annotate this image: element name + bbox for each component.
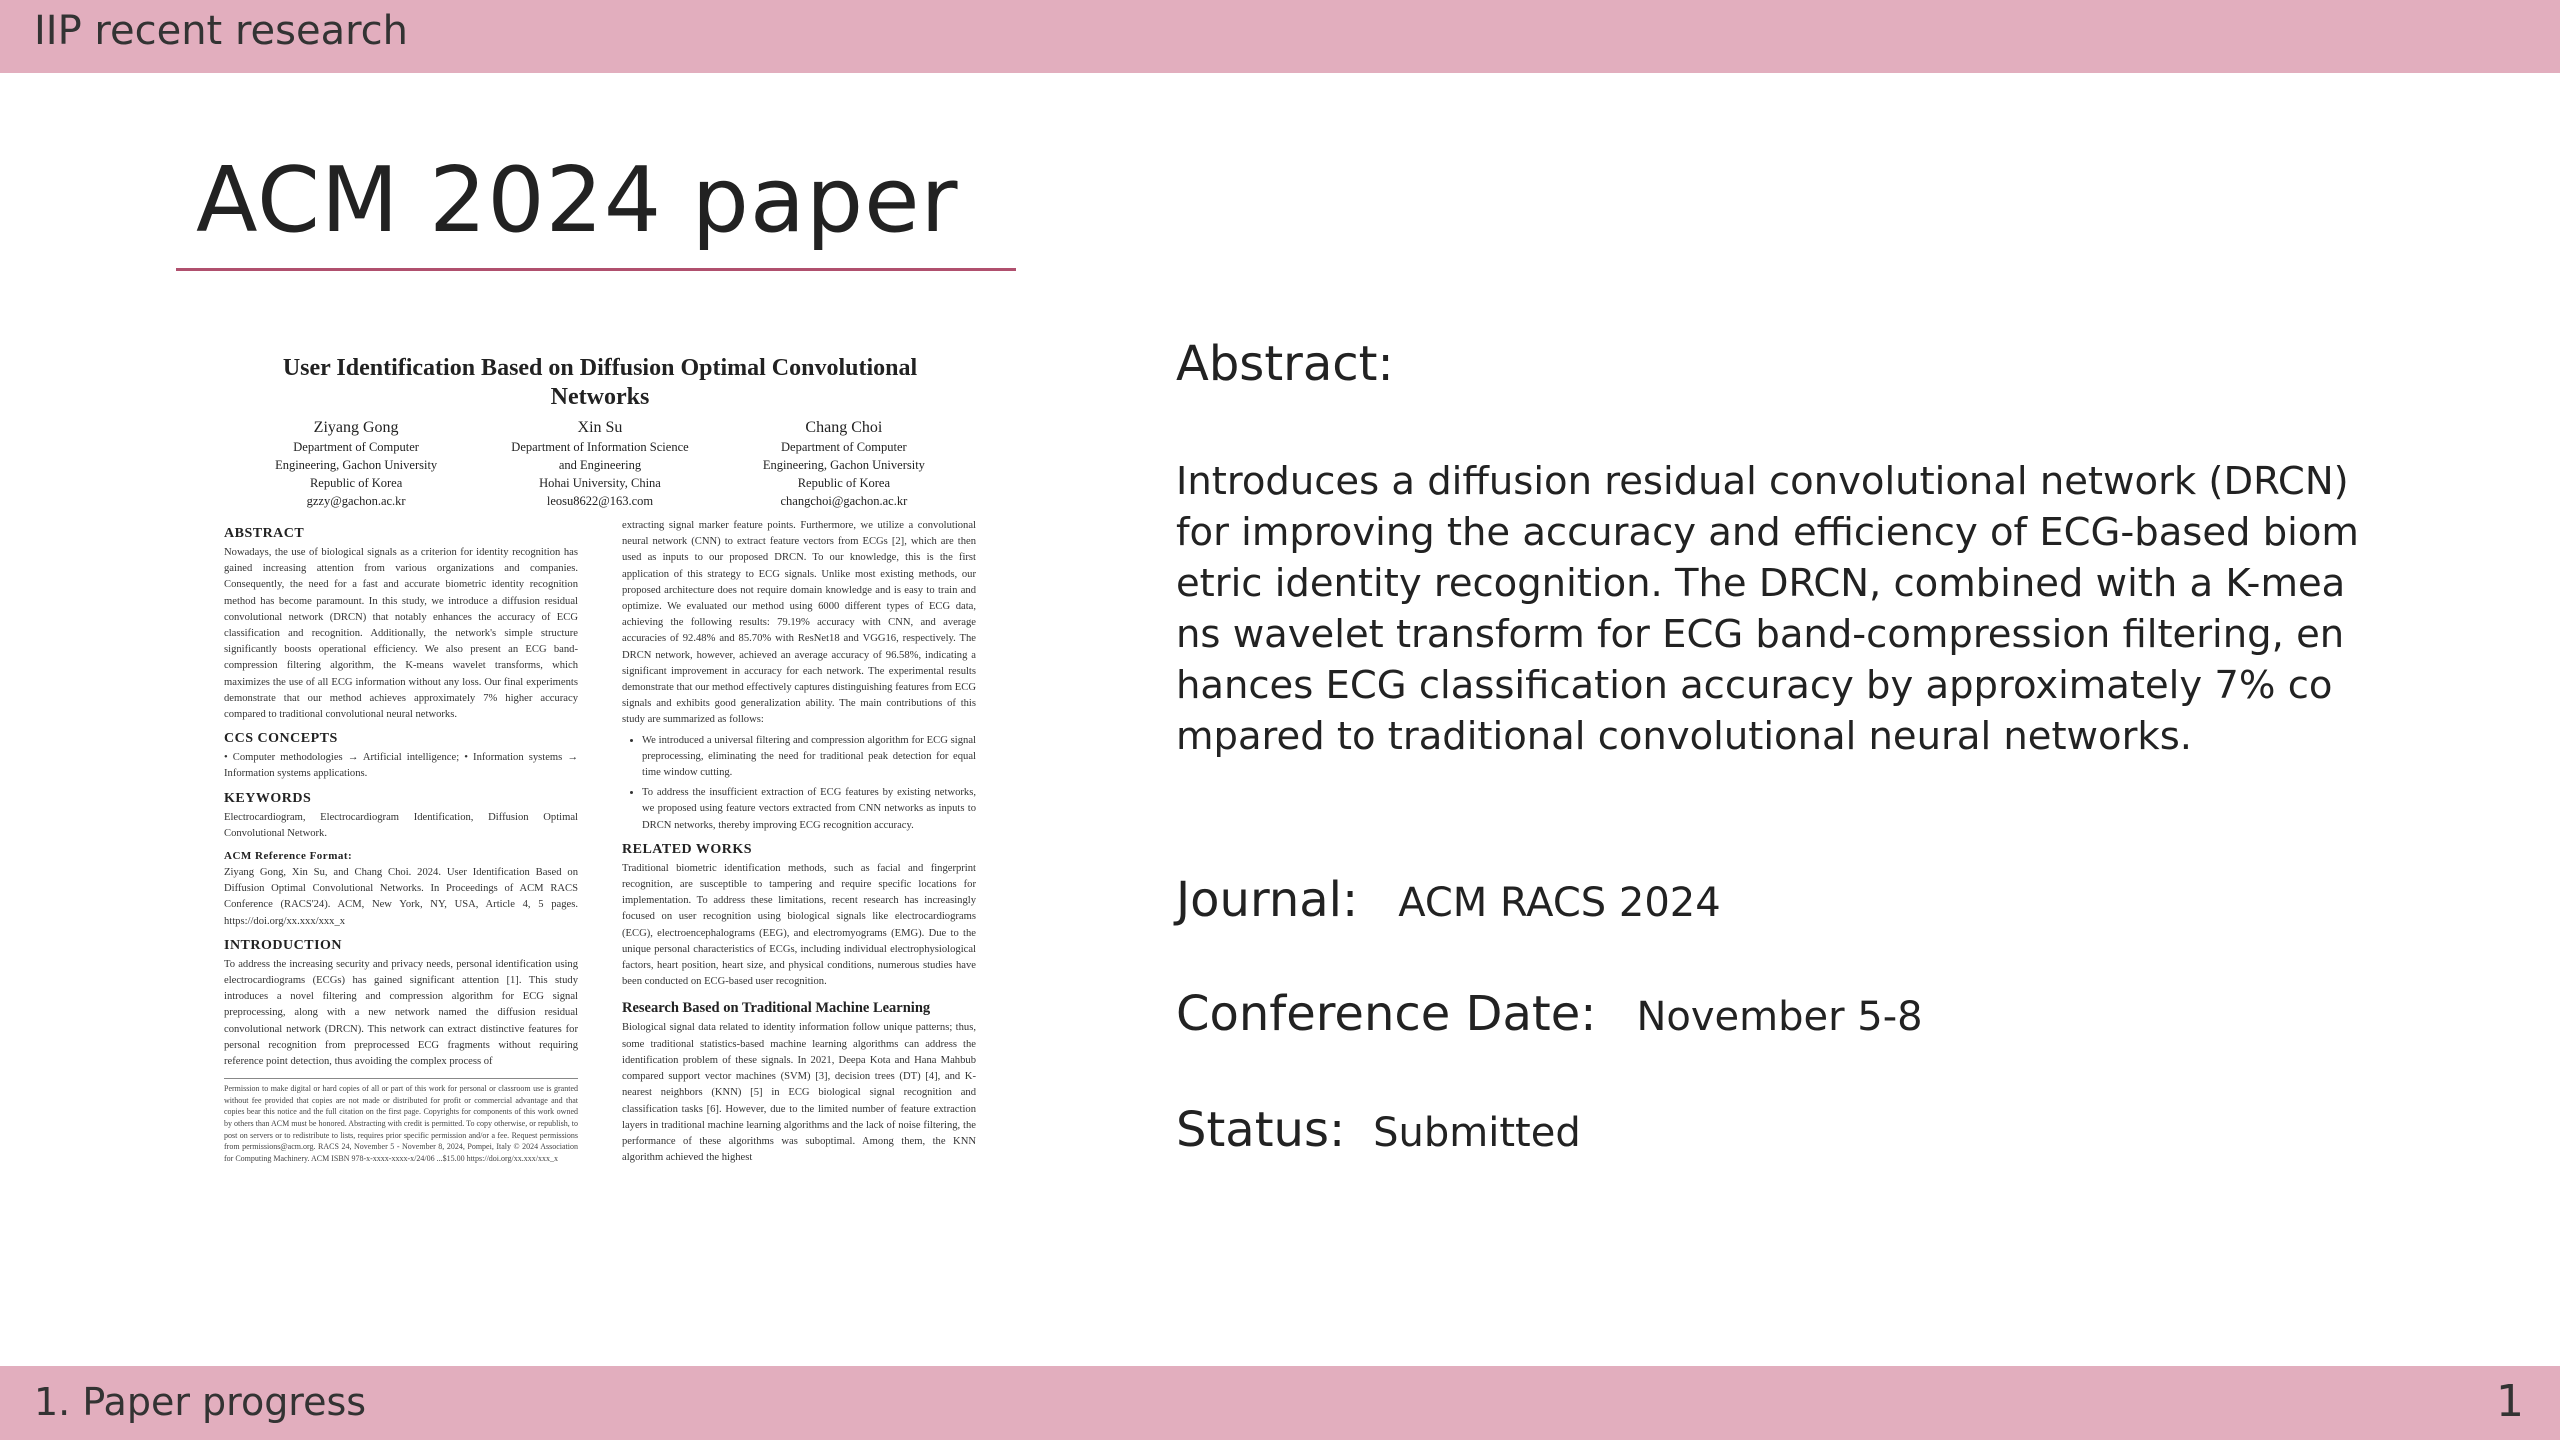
contribution-item: • We introduced a universal filtering and compression algorithm for ECG signal preprocessing, eliminating the need for traditional peak detection for equal time window cutting. xyxy=(642,733,976,782)
author-name: Xin Su xyxy=(577,419,623,436)
footer-bar xyxy=(0,1366,2560,1440)
introduction-heading: INTRODUCTION xyxy=(224,937,343,953)
paper-authors xyxy=(224,418,976,510)
author-affiliation: Hohai University, China xyxy=(539,476,661,490)
header-bar xyxy=(0,0,2560,73)
author-name: Ziyang Gong xyxy=(313,419,399,436)
introduction-continued: extracting signal marker feature points. Furthermore, we utilize a convolutional neural network (CNN) to extract feature vectors from ECGs [2], which are then used as inputs to our proposed DRCN. To our knowledge, this is the first application of this strategy to ECG signals. Unlike most existing methods, our proposed architecture does not require domain knowledge and is easy to train and optimize. We evaluated our method using 6000 different types of ECG data, achieving the following results: 79.19% accuracy with CNN, and average accuracies of 92.48% and 85.70% with ResNet18 and VGG16, respectively. The DRCN network, however, achieved an average accuracy of 96.58%, indicating a significant improvement in accuracy for each network. The experimental results demonstrate that our method effectively captures distinguishing features from ECG signals and exhibits good generalization ability. The main contributions of this study are summarized as follows: xyxy=(622,520,976,726)
introduction-body: To address the increasing security and privacy needs, personal identification using electrocardiograms (ECGs) has gained significant attention [1]. This study introduces a novel filtering and compression algorithm for ECG signal preprocessing, along with a new network named the diffusion residual convolutional network (DRCN). This network can extract distinctive features for personal recognition from preprocessed ECG fragments without requiring reference point detection, thus avoiding the complex process of xyxy=(224,958,578,1068)
author-affiliation: Republic of Korea xyxy=(309,476,403,490)
title-underline xyxy=(176,268,1016,271)
author-email: gzzy@gachon.ac.kr xyxy=(306,494,406,508)
research-body: Biological signal data related to identity information follow unique patterns; thus, some traditional statistics-based machine learning algorithms can address the identification problem of these signals. In 2021, Deepa Kota and Hana Mahbub compared support vector machines (SVM) [3], decision trees (DT) [4], and K-nearest neighbors (KNN) [5] in ECG biological signal recognition and classification tasks [6]. However, due to the limited number of feature extraction layers in traditional machine learning algorithms and the lack of noise filtering, the performance of these algorithms was suboptimal. Among them, the KNN algorithm achieved the highest xyxy=(622,1022,976,1164)
status-value: Submitted xyxy=(1373,1110,1581,1156)
abstract-heading: ABSTRACT xyxy=(224,526,305,541)
related-works-heading: RELATED WORKS xyxy=(622,841,753,857)
ccs-body: • Computer methodologies → Artificial intelligence; • Information systems → Information systems applications. xyxy=(224,752,578,780)
conference-date-value: November 5-8 xyxy=(1636,994,1923,1040)
author-affiliation: Engineering, Gachon University xyxy=(275,458,438,472)
abstract-summary: Introduces a diffusion residual convolutional network (DRCN) for improving the accuracy and efficiency of ECG-based biometric identity recognition. The DRCN, combined with a K-means wavelet transform for ECG band-compression filtering, enhances ECG classification accuracy by approximately 7% compared to traditional convolutional neural networks. xyxy=(1176,459,2359,759)
page-number: 1 xyxy=(2496,1376,2524,1427)
slide-title: ACM 2024 paper xyxy=(196,148,959,253)
contribution-item: • To address the insufficient extraction of ECG features by existing networks, we proposed using feature vectors extracted from CNN networks as inputs to DRCN networks, thereby improving ECG recognition accuracy. xyxy=(642,785,976,834)
author-block xyxy=(724,418,964,510)
status-label: Status: xyxy=(1176,1102,1346,1158)
author-affiliation: Republic of Korea xyxy=(797,476,891,490)
footer-label: 1. Paper progress xyxy=(34,1380,367,1424)
author-affiliation: Engineering, Gachon University xyxy=(762,458,925,472)
journal-value: ACM RACS 2024 xyxy=(1398,880,1721,926)
reference-body: Ziyang Gong, Xin Su, and Chang Choi. 2024. User Identification Based on Diffusion Optimal Convolutional Networks. In Proceedings of ACM RACS Conference (RACS'24). ACM, New York, NY, USA, Article 4, 5 pages. https://doi.org/xx.xxx/xxx_x xyxy=(224,867,578,927)
journal-label: Journal: xyxy=(1176,872,1359,928)
paper-left-column xyxy=(224,518,578,1166)
related-works-body: Traditional biometric identification methods, such as facial and fingerprint recognition, are susceptible to tampering and require specific locations for implementation. To address these limitations, recent research has increasingly focused on user recognition using biological signals like electrocardiograms (ECG), electroencephalograms (EEG), and electromyograms (EMG). Due to the unique personal characteristics of ECGs, including individual electrophysiological factors, heart position, heart size, and physical conditions, numerous studies have been conducted on ECG-based user recognition. xyxy=(622,862,976,988)
author-affiliation: Department of Computer xyxy=(781,440,907,454)
journal-field xyxy=(1176,872,1721,928)
author-affiliation: Department of Information Science xyxy=(511,440,689,454)
contributions-list xyxy=(642,733,976,834)
header-label: IIP recent research xyxy=(34,8,409,54)
abstract-label: Abstract: xyxy=(1176,336,1394,392)
reference-heading: ACM Reference Format: xyxy=(224,850,353,863)
paper-title: User Identification Based on Diffusion Optimal Convolutional Networks xyxy=(282,355,918,410)
abstract-body: Nowadays, the use of biological signals as a criterion for identity recognition has gained increasing attention from various organizations and companies. Consequently, the need for a fast and accurate biometric identity recognition method has become paramount. In this study, we introduce a diffusion residual convolutional network (DRCN) that notably enhances the accuracy of ECG classification and recognition. Additionally, the network's simple structure significantly boosts operational efficiency. We also present an ECG band-compression filtering algorithm, the K-means wavelet transforms, which maximizes the use of all ECG information without any loss. Our final experiments demonstrate that our method achieves approximately 7% higher accuracy compared to traditional convolutional neural networks. xyxy=(224,547,578,721)
author-name: Chang Choi xyxy=(805,419,883,436)
keywords-body: Electrocardiogram, Electrocardiogram Identification, Diffusion Optimal Convolutional Network. xyxy=(224,811,578,839)
ccs-heading: CCS CONCEPTS xyxy=(224,731,338,747)
paper-columns xyxy=(224,518,976,1166)
author-affiliation: Department of Computer xyxy=(293,440,419,454)
conference-date-label: Conference Date: xyxy=(1176,986,1597,1042)
author-email: leosu8622@163.com xyxy=(546,494,654,508)
author-affiliation: and Engineering xyxy=(558,458,642,472)
author-block xyxy=(236,418,476,510)
research-subheading: Research Based on Traditional Machine Learning xyxy=(622,1000,931,1017)
author-email: changchoi@gachon.ac.kr xyxy=(780,494,908,508)
paper-thumbnail xyxy=(224,350,976,1280)
keywords-heading: KEYWORDS xyxy=(224,790,312,806)
author-block xyxy=(480,418,720,510)
status-field xyxy=(1176,1102,1581,1158)
paper-right-column xyxy=(622,518,976,1166)
conference-date-field xyxy=(1176,986,1923,1042)
permission-fine-print: Permission to make digital or hard copies of all or part of this work for personal or classroom use is granted without fee provided that copies are not made or distributed for profit or commercial advantage and that copies bear this notice and the full citation on the first page. Copyrights for components of this work owned by others than ACM must be honored. Abstracting with credit is permitted. To copy otherwise, or republish, to post on servers or to redistribute to lists, requires prior specific permission and/or a fee. Request permissions from permissions@acm.org. RACS 24, November 5 - November 8, 2024, Pompei, Italy © 2024 Association for Computing Machinery. ACM ISBN 978-x-xxxx-xxxx-x/24/06 ...$15.00 https://doi.org/xx.xxx/xxx_x xyxy=(224,1078,578,1164)
